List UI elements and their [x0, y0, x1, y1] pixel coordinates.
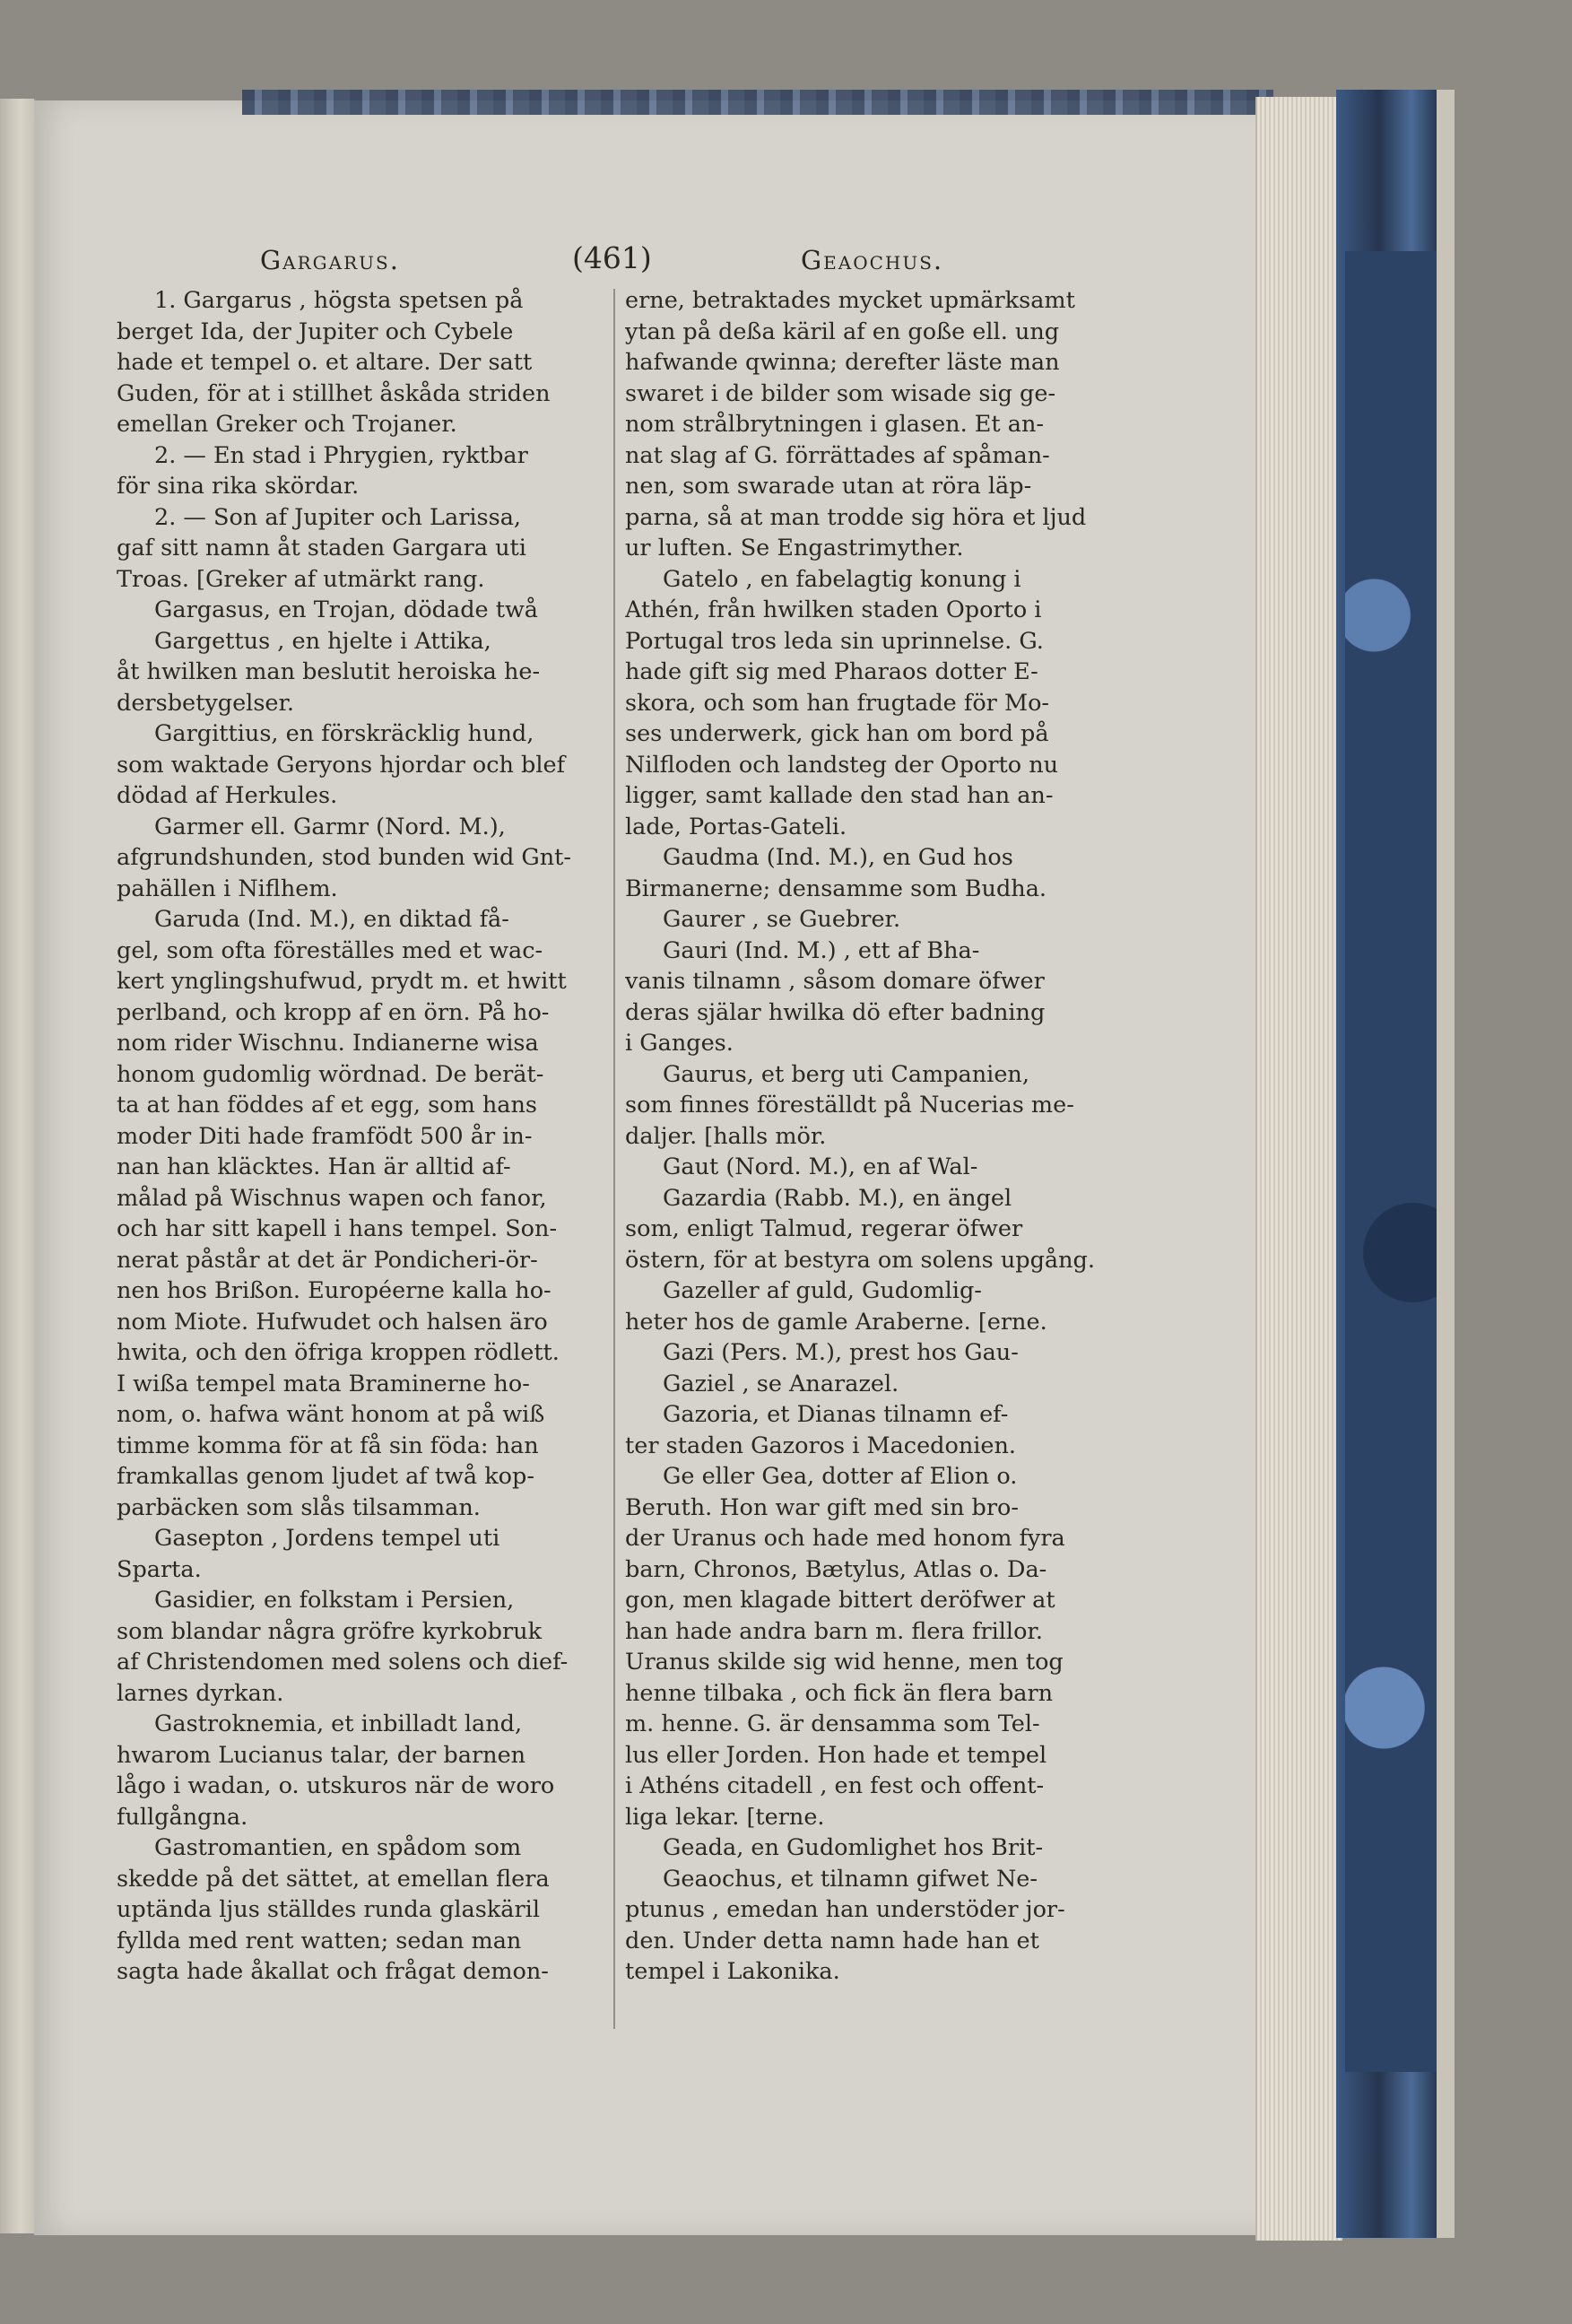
text-line: skedde på det sättet, at emellan flera [117, 1865, 550, 1893]
text-line: nan han kläcktes. Han är alltid af- [117, 1153, 511, 1180]
text-line: som waktade Geryons hjordar och blef [117, 751, 566, 779]
text-line: Garmer ell. Garmr (Nord. M.), [154, 813, 506, 840]
binding-strip [242, 90, 1273, 115]
running-head-left: Gargarus. [260, 245, 400, 275]
left-column [117, 285, 608, 1988]
text-line: nen hos Brißon. Européerne kalla ho- [117, 1277, 552, 1304]
text-line: Nilfloden och landsteg der Oporto nu [625, 751, 1059, 779]
running-head-right: Geaochus. [801, 245, 944, 275]
text-line: nom Miote. Hufwudet och halsen äro [117, 1308, 548, 1336]
text-line: nat slag af G. förrättades af spåman- [625, 441, 1050, 469]
text-line: perlband, och kropp af en örn. På ho- [117, 998, 550, 1026]
text-line: hafwande qwinna; derefter läste man [625, 349, 1060, 376]
text-line: Gargittius, en förskräcklig hund, [154, 720, 534, 747]
text-line: Beruth. Hon war gift med sin bro- [625, 1493, 1019, 1521]
text-line: Gaut (Nord. M.), en af Wal- [663, 1153, 978, 1180]
text-line: Garuda (Ind. M.), en diktad få- [154, 906, 509, 933]
text-line: Portugal tros leda sin uprinnelse. G. [625, 627, 1044, 655]
text-line: Guden, för at i stillhet åskåda striden [117, 379, 551, 407]
text-line: Geada, en Gudomlighet hos Brit- [663, 1834, 1044, 1861]
text-line: kert ynglingshufwud, prydt m. et hwitt [117, 968, 567, 995]
text-line: berget Ida, der Jupiter och Cybele [117, 318, 514, 345]
text-line: ter staden Gazoros i Macedonien. [625, 1432, 1017, 1459]
text-line: Gatelo , en fabelagtig konung i [663, 565, 1021, 593]
right-column [625, 285, 1127, 1988]
text-line: i Athéns citadell , en fest och offent- [625, 1772, 1045, 1799]
text-line: Athén, från hwilken staden Oporto i [625, 596, 1042, 623]
text-line: Gauri (Ind. M.) , ett af Bha- [663, 936, 980, 964]
text-line: i Ganges. [625, 1030, 734, 1057]
text-line: ur luften. Se Engastrimyther. [625, 535, 964, 561]
text-line: lågo i wadan, o. utskuros när de woro [117, 1772, 555, 1799]
text-line: Gasidier, en folkstam i Persien, [154, 1587, 515, 1614]
text-line: sagta hade åkallat och frågat demon- [117, 1958, 549, 1985]
text-line: 1. Gargarus , högsta spetsen på [154, 287, 524, 314]
text-line: Gasepton , Jordens tempel uti [154, 1525, 500, 1552]
text-line: nom rider Wischnu. Indianerne wisa [117, 1030, 539, 1057]
text-line: nen, som swarade utan at röra läp- [625, 473, 1032, 500]
facing-page-edge [0, 99, 36, 2233]
text-line: swaret i de bilder som wisade sig ge- [625, 379, 1056, 407]
text-line: Gaurer , se Guebrer. [663, 906, 901, 933]
text-line: Birmanerne; densamme som Budha. [625, 875, 1047, 902]
text-line: målad på Wischnus wapen och fanor, [117, 1184, 547, 1212]
text-line: östern, för at bestyra om solens upgång. [625, 1246, 1095, 1274]
text-line: nerat påstår at det är Pondicheri-ör- [117, 1246, 538, 1274]
text-line: den. Under detta namn hade han et [625, 1927, 1039, 1954]
text-line: för sina rika skördar. [117, 473, 360, 500]
text-line: hade gift sig med Pharaos dotter E- [625, 658, 1038, 685]
text-line: som finnes föreställdt på Nucerias me- [625, 1092, 1074, 1118]
text-line: som, enligt Talmud, regerar öfwer [625, 1215, 1023, 1242]
text-line: 2. — En stad i Phrygien, ryktbar [154, 441, 528, 469]
text-line: dödad af Herkules. [117, 782, 338, 809]
text-line: dersbetygelser. [117, 689, 294, 717]
text-line: barn, Chronos, Bætylus, Atlas o. Da- [625, 1555, 1047, 1583]
text-line: han hade andra barn m. flera frillor. [625, 1617, 1043, 1645]
text-line: Gaurus, et berg uti Campanien, [663, 1060, 1029, 1088]
text-line: åt hwilken man beslutit heroiska he- [117, 658, 541, 685]
marbled-cover-pattern [1345, 251, 1442, 2072]
text-line: Gazi (Pers. M.), prest hos Gau- [663, 1339, 1019, 1366]
text-line: Geaochus, et tilnamn gifwet Ne- [663, 1865, 1038, 1893]
text-line: uptända ljus ställdes runda glaskäril [117, 1896, 540, 1923]
text-line: framkallas genom ljudet af twå kop- [117, 1463, 534, 1490]
text-line: Gazeller af guld, Gudomlig- [663, 1277, 982, 1304]
text-line: I wißa tempel mata Braminerne ho- [117, 1370, 530, 1397]
text-line: nom, o. hafwa wänt honom at på wiß [117, 1401, 545, 1428]
text-line: skora, och som han frugtade för Mo- [625, 689, 1050, 717]
text-line: liga lekar. [terne. [625, 1803, 825, 1831]
page-number: (461) [572, 240, 652, 275]
text-line: pahällen i Niflhem. [117, 875, 338, 902]
text-line: afgrundshunden, stod bunden wid Gnt- [117, 844, 572, 871]
text-line: Gaudma (Ind. M.), en Gud hos [663, 844, 1013, 871]
text-line: som blandar några gröfre kyrkobruk [117, 1617, 543, 1645]
text-line: m. henne. G. är densamma som Tel- [625, 1710, 1040, 1737]
text-line: Gargasus, en Trojan, dödade twå [154, 596, 539, 623]
text-line: Gazoria, et Dianas tilnamn ef- [663, 1401, 1009, 1428]
text-line: larnes dyrkan. [117, 1679, 284, 1707]
text-line: ligger, samt kallade den stad han an- [625, 782, 1054, 809]
text-line: Gaziel , se Anarazel. [663, 1370, 899, 1397]
text-line: lus eller Jorden. Hon hade et tempel [625, 1741, 1047, 1769]
text-line: ses underwerk, gick han om bord på [625, 720, 1049, 747]
text-line: Gazardia (Rabb. M.), en ängel [663, 1184, 1012, 1212]
text-line: gel, som ofta föreställes med et wac- [117, 936, 543, 964]
text-line: och har sitt kapell i hans tempel. Son- [117, 1215, 558, 1242]
text-line: af Christendomen med solens och dief- [117, 1649, 569, 1676]
text-line: henne tilbaka , och fick än flera barn [625, 1679, 1054, 1707]
text-line: parna, så at man trodde sig höra et ljud [625, 503, 1087, 531]
text-line: hwarom Lucianus talar, der barnen [117, 1741, 526, 1769]
text-line: gon, men klagade bittert deröfwer at [625, 1587, 1055, 1614]
text-line: Troas. [Greker af utmärkt rang. [117, 565, 485, 593]
text-line: Sparta. [117, 1555, 202, 1583]
text-line: erne, betraktades mycket upmärksamt [625, 287, 1075, 314]
text-line: parbäcken som slås tilsamman. [117, 1493, 481, 1521]
text-line: ptunus , emedan han understöder jor- [625, 1896, 1065, 1923]
text-line: heter hos de gamle Araberne. [erne. [625, 1308, 1047, 1336]
text-line: der Uranus och hade med honom fyra [625, 1525, 1065, 1552]
text-line: Gastroknemia, et inbilladt land, [154, 1710, 523, 1737]
text-line: timme komma för at få sin föda: han [117, 1432, 539, 1459]
cover-edge [1437, 90, 1455, 2238]
text-line: Ge eller Gea, dotter af Elion o. [663, 1463, 1018, 1490]
text-line: Gastromantien, en spådom som [154, 1834, 522, 1861]
column-rule [613, 289, 615, 2029]
text-line: vanis tilnamn , såsom domare öfwer [625, 968, 1045, 995]
text-line: 2. — Son af Jupiter och Larissa, [154, 503, 522, 531]
text-line: gaf sitt namn åt staden Gargara uti [117, 535, 526, 561]
text-line: tempel i Lakonika. [625, 1958, 840, 1985]
text-line: nom strålbrytningen i glasen. Et an- [625, 411, 1045, 438]
text-line: fullgångna. [117, 1803, 248, 1831]
text-line: honom gudomlig wördnad. De berät- [117, 1060, 544, 1088]
text-line: ytan på deßa käril af en goße ell. ung [625, 318, 1060, 345]
text-line: ta at han föddes af et egg, som hans [117, 1092, 537, 1118]
text-line: Gargettus , en hjelte i Attika, [154, 627, 491, 655]
text-line: fyllda med rent watten; sedan man [117, 1927, 522, 1954]
text-line: Uranus skilde sig wid henne, men tog [625, 1649, 1064, 1676]
text-line: hwita, och den öfriga kroppen rödlett. [117, 1339, 560, 1366]
text-line: daljer. [halls mör. [625, 1122, 827, 1150]
text-line: lade, Portas-Gateli. [625, 813, 847, 840]
text-line: hade et tempel o. et altare. Der satt [117, 349, 533, 376]
text-line: deras själar hwilka dö efter badning [625, 998, 1046, 1026]
text-line: emellan Greker och Trojaner. [117, 411, 457, 438]
text-line: moder Diti hade framfödt 500 år in- [117, 1122, 533, 1150]
page-edges [1255, 97, 1342, 2241]
